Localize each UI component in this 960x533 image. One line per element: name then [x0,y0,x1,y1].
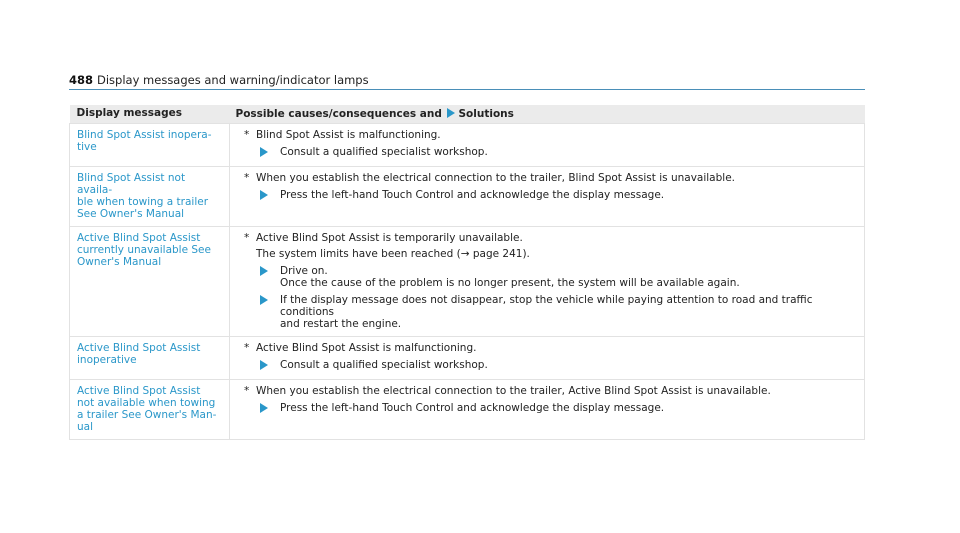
solution-cell [230,124,865,167]
table-row [70,380,865,440]
step-arrow-icon [260,295,268,305]
solution-step [244,402,856,416]
solution-step [244,359,856,373]
message-line: tive [77,141,97,153]
page-header-title: Display messages and warning/indicator lamps [97,73,369,87]
table-row [70,337,865,380]
solution-step [244,265,856,289]
display-messages-table [69,105,865,440]
column-header-messages-label: Display messages [76,107,182,119]
table-header-row [70,105,865,124]
cause-text: Blind Spot Assist is malfunctioning. [256,129,441,141]
message-line: not available when towing [77,397,216,409]
step-text: Press the left-hand Touch Control and acknowledge the display message. [280,402,665,414]
cause [244,129,856,141]
message-cell [70,380,230,440]
solution-cell [230,227,865,337]
message-line: currently unavailable See [77,244,211,256]
step-arrow-icon [260,403,268,413]
cause-text: Active Blind Spot Assist is malfunctioning. [256,342,477,354]
solution-step [244,146,856,160]
message-line: See Owner's Manual [77,208,185,220]
step-text: and restart the engine. [280,318,402,330]
step-arrow-icon [260,266,268,276]
solution-arrow-icon [447,108,455,118]
message-cell [70,227,230,337]
cause-marker: * [244,385,250,397]
message-line: ual [77,421,94,433]
solution-cell [230,167,865,227]
message-line: a trailer See Owner's Man- [77,409,217,421]
cause-text: When you establish the electrical connection to the trailer, Blind Spot Assist is unavailable. [256,172,735,184]
cause-marker: * [244,232,250,244]
message-line: Owner's Manual [77,256,162,268]
message-cell [70,337,230,380]
cause-text: When you establish the electrical connection to the trailer, Active Blind Spot Assist is unavailable. [256,385,771,397]
table-row [70,227,865,337]
cause-text: Active Blind Spot Assist is temporarily unavailable. [256,232,523,244]
step-text: Drive on. [280,265,328,277]
step-arrow-icon [260,190,268,200]
column-header-messages [70,105,230,124]
step-text: Consult a qualified specialist workshop. [280,359,488,371]
table-row [70,124,865,167]
step-text: Press the left-hand Touch Control and acknowledge the display message. [280,189,665,201]
cause-extra: The system limits have been reached (→ page 241). [256,248,530,260]
column-header-solutions [230,105,865,124]
message-line: Active Blind Spot Assist [77,232,201,244]
step-text: If the display message does not disappear, stop the vehicle while paying attention to road and traffic conditions [280,294,813,318]
cause-marker: * [244,342,250,354]
step-arrow-icon [260,360,268,370]
solution-cell [230,380,865,440]
cause [244,172,856,184]
message-line: Blind Spot Assist inopera- [77,129,212,141]
message-line: Active Blind Spot Assist [77,342,201,354]
message-line: Active Blind Spot Assist [77,385,201,397]
solution-cell [230,337,865,380]
message-line: ble when towing a trailer [77,196,209,208]
column-header-solutions-label: Possible causes/consequences and [235,108,442,120]
cause [244,385,856,397]
message-cell [70,124,230,167]
message-line: inoperative [77,354,137,366]
step-text: Once the cause of the problem is no longer present, the system will be available again. [280,277,740,289]
header-rule [69,89,865,90]
table-row [70,167,865,227]
cause [244,232,856,244]
page-number: 488 [69,73,94,87]
step-arrow-icon [260,147,268,157]
cause-marker: * [244,172,250,184]
page-header [69,73,865,89]
message-cell [70,167,230,227]
column-header-solutions-suffix: Solutions [458,108,514,120]
solution-step [244,294,856,330]
step-text: Consult a qualified specialist workshop. [280,146,488,158]
cause-marker: * [244,129,250,141]
solution-step [244,189,856,203]
message-line: Blind Spot Assist not availa- [77,172,186,196]
cause [244,342,856,354]
